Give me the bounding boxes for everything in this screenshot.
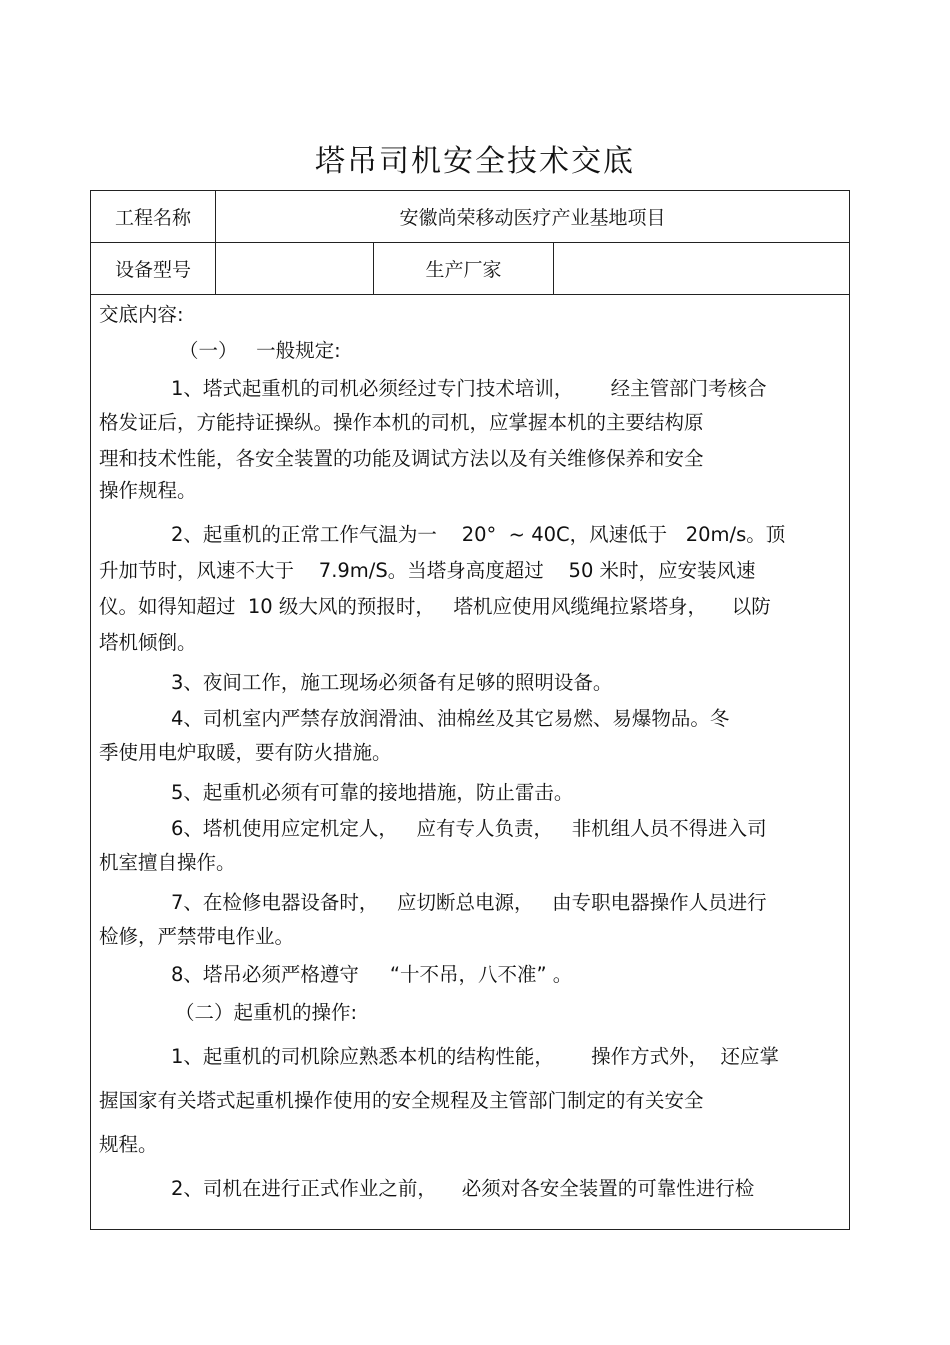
paragraph-line: 4、司机室内严禁存放润滑油、油棉丝及其它易燃、易爆物品。冬 xyxy=(171,707,730,730)
paragraph-line: 机室擅自操作。 xyxy=(99,851,236,874)
paragraph-line: 3、夜间工作，施工现场必须备有足够的照明设备。 xyxy=(171,671,613,694)
equipment-model-label: 设备型号 xyxy=(91,243,216,294)
paragraph-line: 1、起重机的司机除应熟悉本机的结构性能， 操作方式外， 还应掌 xyxy=(171,1045,779,1068)
paragraph-line: 格发证后，方能持证操纵。操作本机的司机，应掌握本机的主要结构原 xyxy=(99,411,704,434)
project-name-label: 工程名称 xyxy=(91,191,216,242)
section-heading: （一） 一般规定: xyxy=(179,339,341,362)
paragraph-line: 季使用电炉取暖，要有防火措施。 xyxy=(99,741,392,764)
manufacturer-label: 生产厂家 xyxy=(374,243,554,294)
manufacturer-value xyxy=(554,243,849,294)
paragraph-line: 握国家有关塔式起重机操作使用的安全规程及主管部门制定的有关安全 xyxy=(99,1089,704,1112)
paragraph-line: 2、司机在进行正式作业之前， 必须对各安全装置的可靠性进行检 xyxy=(171,1177,755,1200)
paragraph-line: 规程。 xyxy=(99,1133,158,1156)
paragraph-line: 2、起重机的正常工作气温为一 20° ~ 40C，风速低于 20m/s。顶 xyxy=(171,523,786,546)
project-name-value: 安徽尚荣移动医疗产业基地项目 xyxy=(399,207,666,229)
paragraph-line: 检修，严禁带电作业。 xyxy=(99,925,295,948)
paragraph-line: 8、塔吊必须严格遵守 “十不吊，八不准” 。 xyxy=(171,963,573,986)
paragraph-line: 仪。如得知超过 10 级大风的预报时， 塔机应使用风缆绳拉紧塔身， 以防 xyxy=(99,595,771,618)
paragraph-line: 塔机倾倒。 xyxy=(99,631,197,654)
paragraph-line: 6、塔机使用应定机定人， 应有专人负责， 非机组人员不得进入司 xyxy=(171,817,767,840)
equipment-row xyxy=(91,243,849,295)
paragraph-line: 7、在检修电器设备时， 应切断总电源， 由专职电器操作人员进行 xyxy=(171,891,767,914)
document-title: 塔吊司机安全技术交底 xyxy=(315,144,635,179)
paragraph-line: 理和技术性能，各安全装置的功能及调试方法以及有关维修保养和安全 xyxy=(99,447,704,470)
project-row xyxy=(91,191,849,243)
paragraph-line: 1、塔式起重机的司机必须经过专门技术培训， 经主管部门考核合 xyxy=(171,377,767,400)
section-heading: （二）起重机的操作: xyxy=(175,1001,358,1024)
paragraph-line: 操作规程。 xyxy=(99,479,197,502)
equipment-model-value xyxy=(216,243,374,294)
paragraph-line: 升加节时，风速不大于 7.9m/S。当塔身高度超过 50 米时，应安装风速 xyxy=(99,559,756,582)
paragraph-line: 5、起重机必须有可靠的接地措施，防止雷击。 xyxy=(171,781,574,804)
content-label: 交底内容: xyxy=(99,303,184,326)
disclosure-table xyxy=(90,190,850,1230)
